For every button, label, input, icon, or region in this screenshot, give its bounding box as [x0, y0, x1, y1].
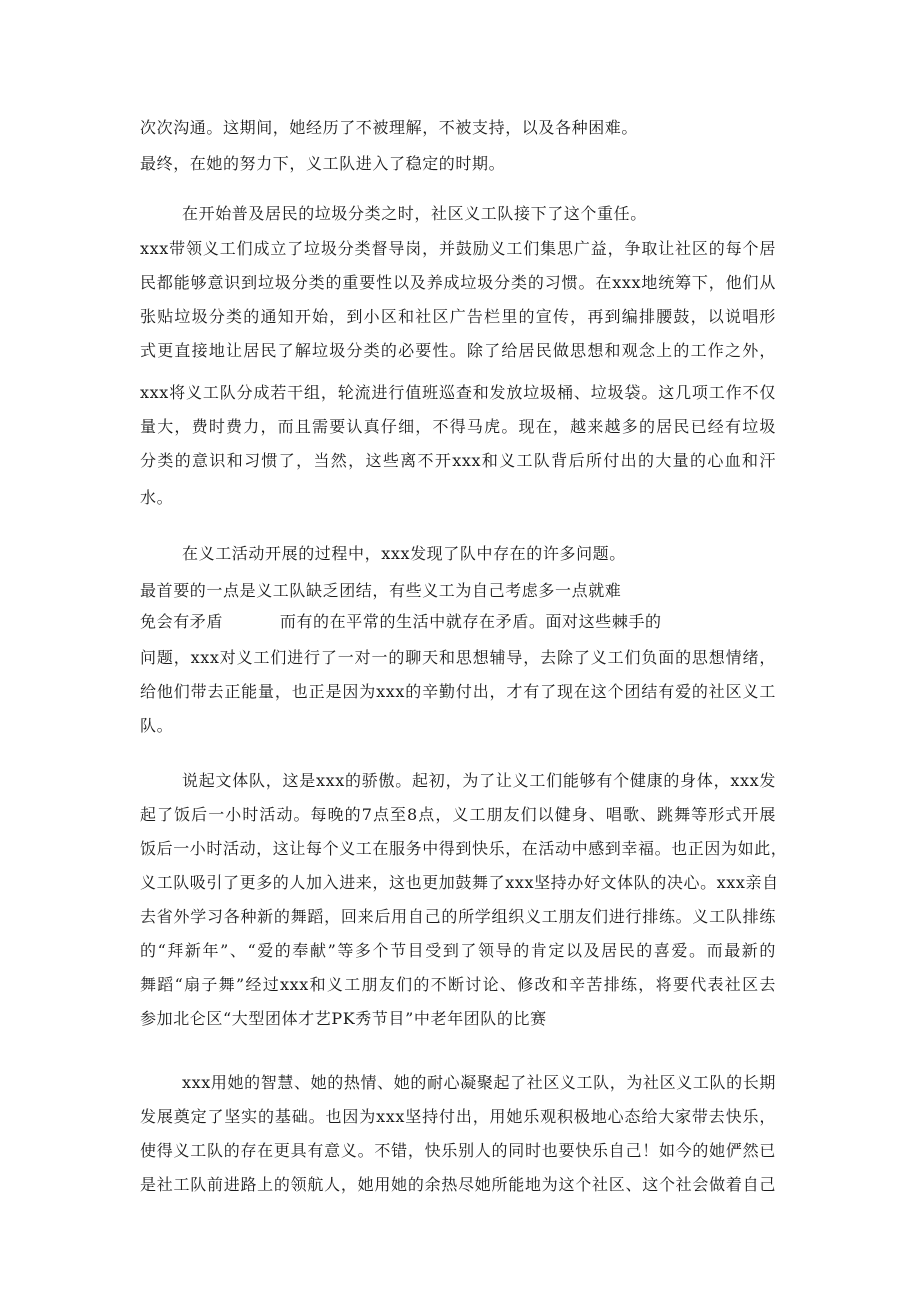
text-line: 免会有矛盾 而有的在平常的生活中就存在矛盾。面对这些棘手的	[140, 612, 662, 631]
text-line: 最首要的一点是义工队缺乏团结，有些义工为自己考虑多一点就难	[140, 581, 622, 600]
text-line: 起了饭后一小时活动。每晚的7点至8点，义工朋友们以健身、唱歌、跳舞等形式开展	[140, 805, 776, 824]
text-line: 使得义工队的存在更具有意义。不错，快乐别人的同时也要快乐自己！如今的她俨然已	[140, 1141, 776, 1160]
text-line: 问题，xxx对义工们进行了一对一的聊天和思想辅导，去除了义工们负面的思想情绪，	[140, 648, 776, 667]
text-line: 参加北仑区“大型团体才艺PK秀节目”中老年团队的比赛	[140, 1009, 547, 1028]
text-line: 舞蹈“扇子舞”经过xxx和义工朋友们的不断讨论、修改和辛苦排练，将要代表社区去	[140, 975, 776, 994]
text-line: xxx将义工队分成若干组，轮流进行值班巡查和发放垃圾桶、垃圾袋。这几项工作不仅	[140, 383, 776, 402]
text-line: 发展奠定了坚实的基础。也因为xxx坚持付出，用她乐观积极地心态给大家带去快乐，	[140, 1107, 776, 1126]
text-line: 的“拜新年”、“爱的奉献”等多个节目受到了领导的肯定以及居民的喜爱。而最新的	[140, 941, 776, 960]
text-line: 说起文体队，这是xxx的骄傲。起初，为了让义工们能够有个健康的身体，xxx发	[182, 771, 776, 790]
text-line: 水。	[140, 488, 174, 507]
text-line: 在开始普及居民的垃圾分类之时，社区义工队接下了这个重任。	[182, 204, 647, 223]
text-line: 饭后一小时活动，这让每个义工在服务中得到快乐，在活动中感到幸福。也正因为如此，	[140, 839, 788, 858]
text-line: 义工队吸引了更多的人加入进来，这也更加鼓舞了xxx坚持办好文体队的决心。xxx亲自	[140, 873, 779, 892]
text-line: 量大，费时费力，而且需要认真仔细，不得马虎。现在，越来越多的居民已经有垃圾	[140, 417, 776, 436]
text-line: 张贴垃圾分类的通知开始，到小区和社区广告栏里的宣传，再到编排腰鼓，以说唱形	[140, 307, 776, 326]
text-line: 次次沟通。这期间，她经历了不被理解，不被支持，以及各种困难。	[140, 118, 639, 137]
text-line: 式更直接地让居民了解垃圾分类的必要性。除了给居民做思想和观念上的工作之外，	[140, 341, 776, 360]
text-line: 在义工活动开展的过程中，xxx发现了队中存在的许多问题。	[182, 544, 626, 563]
text-line: 分类的意识和习惯了，当然，这些离不开xxx和义工队背后所付出的大量的心血和汗	[140, 451, 776, 470]
text-line: 民都能够意识到垃圾分类的重要性以及养成垃圾分类的习惯。在xxx地统筹下，他们从	[140, 273, 776, 292]
text-line: 给他们带去正能量，也正是因为xxx的辛勤付出，才有了现在这个团结有爱的社区义工	[140, 682, 776, 701]
text-line: xxx用她的智慧、她的热情、她的耐心凝聚起了社区义工队，为社区义工队的长期	[182, 1073, 776, 1092]
text-line: 去省外学习各种新的舞蹈，回来后用自己的所学组织义工朋友们进行排练。义工队排练	[140, 907, 776, 926]
text-line: 是社工队前进路上的领航人，她用她的余热尽她所能地为这个社区、这个社会做着自己	[140, 1175, 776, 1194]
text-line: 最终，在她的努力下，义工队进入了稳定的时期。	[140, 154, 506, 173]
text-line: xxx带领义工们成立了垃圾分类督导岗，并鼓励义工们集思广益，争取让社区的每个居	[140, 239, 776, 258]
text-line: 队。	[140, 716, 174, 735]
